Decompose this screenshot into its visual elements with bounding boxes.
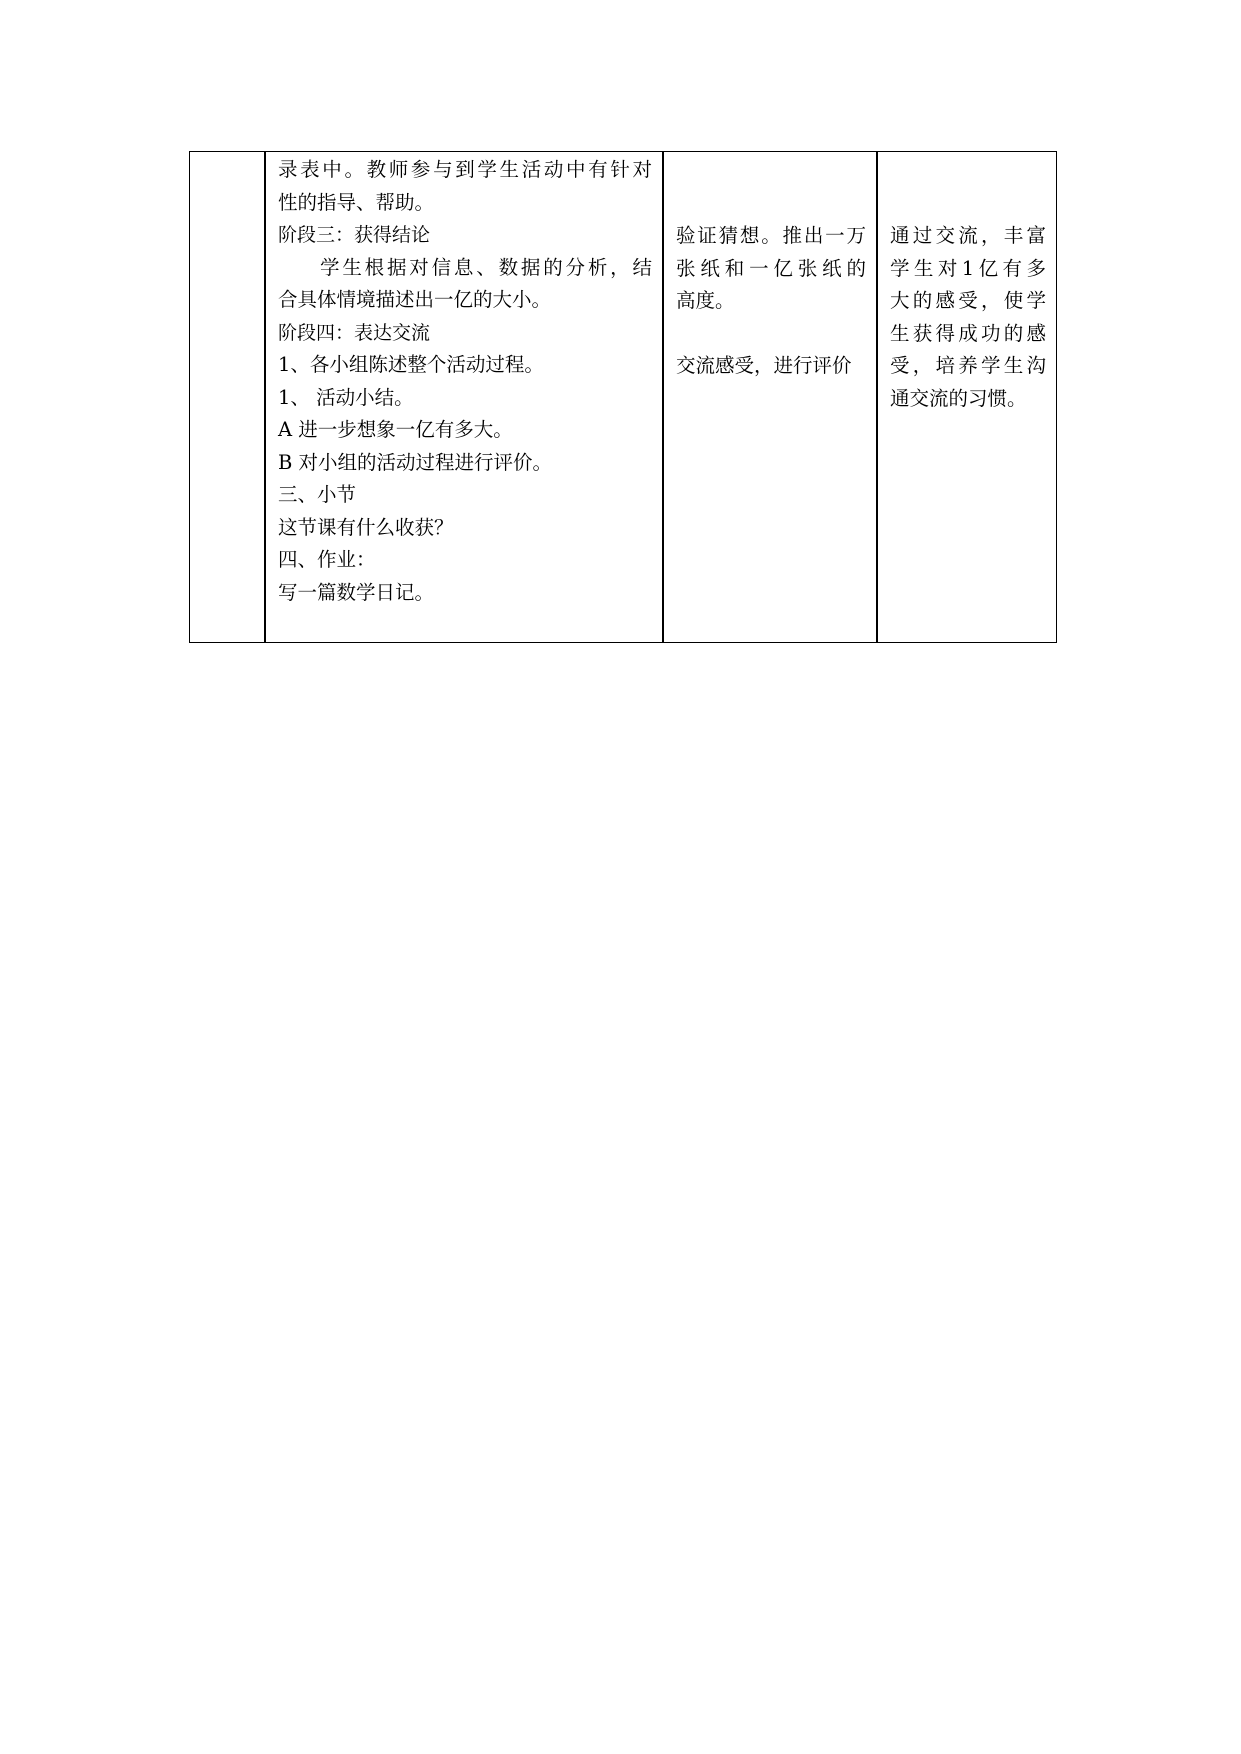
stage-heading: 阶段四：表达交流 xyxy=(278,321,431,344)
intent-line: 通交流的习惯。 xyxy=(890,386,1027,410)
activity-line: 录表中。教师参与到学生活动中有针对 xyxy=(278,158,652,181)
activity-line: A 进一步想象一亿有多大。 xyxy=(278,418,513,441)
student-line: 交流感受，进行评价 xyxy=(676,354,852,377)
activity-line: 性的指导、帮助。 xyxy=(278,190,435,214)
activity-line: 写一篇数学日记。 xyxy=(278,580,435,604)
teaching-activity-cell xyxy=(266,152,662,642)
student-line: 验证猜想。推出一万 xyxy=(676,224,866,247)
blank-line xyxy=(676,318,866,351)
student-activity-cell xyxy=(664,152,876,642)
activity-line: 1、 活动小结。 xyxy=(278,385,414,409)
section-heading: 四、作业： xyxy=(278,548,376,571)
intent-line: 受，培养学生沟 xyxy=(890,354,1046,377)
student-line: 张纸和一亿张纸的 xyxy=(676,256,866,280)
activity-line: 这节课有什么收获？ xyxy=(278,515,454,539)
intent-line: 大的感受，使学 xyxy=(890,289,1046,312)
design-intent-cell xyxy=(878,152,1056,642)
activity-line: B 对小组的活动过程进行评价。 xyxy=(278,450,553,474)
stage-cell xyxy=(190,152,264,642)
intent-line: 学生对1亿有多 xyxy=(890,256,1046,280)
activity-line: 合具体情境描述出一亿的大小。 xyxy=(278,288,552,311)
student-line: 高度。 xyxy=(676,289,735,312)
intent-line: 通过交流，丰富 xyxy=(890,224,1046,247)
activity-line: 1、各小组陈述整个活动过程。 xyxy=(278,353,544,376)
intent-line: 生获得成功的感 xyxy=(890,321,1046,345)
stage-heading: 阶段三：获得结论 xyxy=(278,224,431,246)
activity-line: 学生根据对信息、数据的分析，结 xyxy=(320,255,652,279)
lesson-plan-table xyxy=(189,151,1057,643)
section-heading: 三、小节 xyxy=(278,483,357,506)
